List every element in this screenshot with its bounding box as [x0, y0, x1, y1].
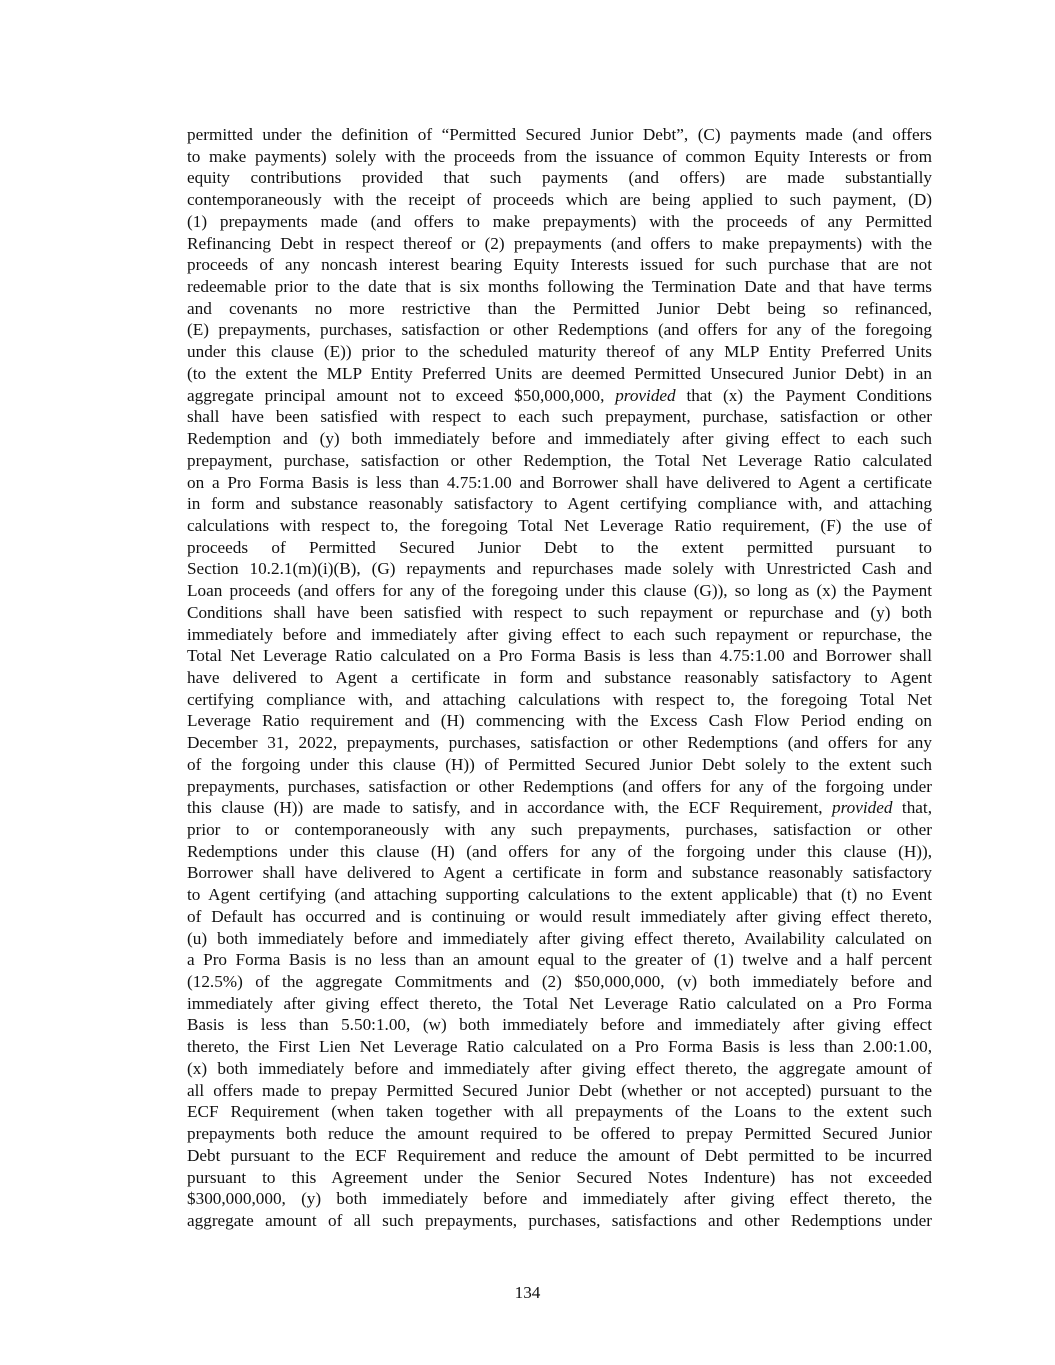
body-line: equity contributions provided that such payments (and offers) are made substantially: [187, 168, 932, 188]
line-text: aggregate principal amount not to exceed $50,000,000,: [187, 385, 616, 405]
body-line-with-italic: [187, 385, 932, 407]
body-line: (1) prepayments made (and offers to make prepayments) with the proceeds of any Permitted: [187, 211, 932, 231]
body-line: contemporaneously with the receipt of proceeds which are being applied to such payment, (D): [187, 190, 932, 210]
body-line: prepayments both reduce the amount required to be offered to prepay Permitted Secured Junior: [187, 1124, 932, 1144]
body-line: permitted under the definition of “Permitted Secured Junior Debt”, (C) payments made (and offers: [187, 125, 932, 144]
body-line: in form and substance reasonably satisfactory to Agent certifying compliance with, and attaching: [187, 494, 932, 514]
body-line: (to the extent the MLP Entity Preferred Units are deemed Permitted Unsecured Junior Debt) in an: [187, 363, 932, 383]
body-line: Redemptions under this clause (H) (and offers for any of the forgoing under this clause (H)),: [187, 841, 932, 861]
body-line: proceeds of Permitted Secured Junior Debt to the extent permitted pursuant to: [187, 537, 932, 557]
body-line: all offers made to prepay Permitted Secured Junior Debt (whether or not accepted) pursuant to the: [187, 1080, 932, 1100]
body-line: to make payments) solely with the proceeds from the issuance of common Equity Interests or from: [187, 146, 932, 166]
body-line: Debt pursuant to the ECF Requirement and reduce the amount of Debt permitted to be incurred: [187, 1145, 932, 1165]
body-line: December 31, 2022, prepayments, purchases, satisfaction or other Redemptions (and offers for any: [187, 733, 932, 753]
body-line: and covenants no more restrictive than the Permitted Junior Debt being so refinanced,: [187, 298, 932, 318]
line-text: this clause (H)) are made to satisfy, and in accordance with, the ECF Requirement,: [187, 798, 833, 818]
body-line: prior to or contemporaneously with any such prepayments, purchases, satisfaction or other: [187, 820, 932, 839]
body-line: pursuant to this Agreement under the Senior Secured Notes Indenture) has not exceeded: [187, 1167, 932, 1187]
body-line: Basis is less than 5.50:1.00, (w) both immediately before and immediately after giving effect: [187, 1015, 932, 1035]
page-number: 134: [514, 1283, 541, 1302]
line-text-tail: that,: [892, 798, 932, 818]
body-line: Section 10.2.1(m)(i)(B), (G) repayments and repurchases made solely with Unrestricted Cash and: [187, 559, 932, 579]
body-line: on a Pro Forma Basis is less than 4.75:1.00 and Borrower shall have delivered to Agent a certificate: [187, 472, 932, 492]
body-line: shall have been satisfied with respect to each such prepayment, purchase, satisfaction or other: [187, 407, 932, 427]
body-line: prepayments, purchases, satisfaction or other Redemptions (and offers for any of the forgoing under: [187, 776, 932, 796]
body-line: proceeds of any noncash interest bearing Equity Interests issued for such purchase that are not: [187, 255, 932, 275]
line-text-tail: that (x) the Payment Conditions: [675, 385, 932, 405]
body-line: to Agent certifying (and attaching supporting calculations to the extent applicable) that (t) no Event: [187, 885, 932, 905]
body-line: prepayment, purchase, satisfaction or other Redemption, the Total Net Leverage Ratio calculated: [187, 450, 932, 470]
body-line: Leverage Ratio requirement and (H) commencing with the Excess Cash Flow Period ending on: [187, 711, 932, 731]
body-line: (x) both immediately before and immediately after giving effect thereto, the aggregate amount of: [187, 1058, 932, 1078]
body-line: Refinancing Debt in respect thereof or (2) prepayments (and offers to make prepayments) with the: [187, 233, 932, 253]
body-line: immediately after giving effect thereto, the Total Net Leverage Ratio calculated on a Pro Forma: [187, 993, 932, 1013]
body-line: calculations with respect to, the foregoing Total Net Leverage Ratio requirement, (F) the use of: [187, 515, 932, 535]
provided-italic: provided: [832, 798, 893, 818]
body-line: a Pro Forma Basis is no less than an amount equal to the greater of (1) twelve and a half percent: [187, 950, 932, 970]
body-line: Loan proceeds (and offers for any of the foregoing under this clause (G)), so long as (x) the Payment: [187, 581, 932, 601]
body-line: $300,000,000, (y) both immediately before and immediately after giving effect thereto, the: [187, 1189, 932, 1209]
body-line: Total Net Leverage Ratio calculated on a Pro Forma Basis is less than 4.75:1.00 and Borrower shall: [187, 646, 932, 666]
body-line: Conditions shall have been satisfied with respect to such repayment or repurchase and (y) both: [187, 602, 932, 622]
document-body: [187, 124, 932, 1232]
body-line: (12.5%) of the aggregate Commitments and (2) $50,000,000, (v) both immediately before and: [187, 972, 932, 992]
body-line-with-italic: [187, 797, 932, 819]
body-line: Borrower shall have delivered to Agent a certificate in form and substance reasonably satisfactory: [187, 863, 932, 883]
body-line: (u) both immediately before and immediately after giving effect thereto, Availability calculated on: [187, 928, 932, 948]
body-line: certifying compliance with, and attaching calculations with respect to, the foregoing Total Net: [187, 689, 932, 709]
body-line: Redemption and (y) both immediately before and immediately after giving effect to each such: [187, 429, 932, 449]
body-line: under this clause (E)) prior to the scheduled maturity thereof of any MLP Entity Preferred Units: [187, 342, 932, 362]
body-line: have delivered to Agent a certificate in form and substance reasonably satisfactory to Agent: [187, 667, 932, 687]
body-line: (E) prepayments, purchases, satisfaction or other Redemptions (and offers for any of the foregoing: [187, 320, 932, 340]
body-line: thereto, the First Lien Net Leverage Ratio calculated on a Pro Forma Basis is less than 2.00:1.00,: [187, 1037, 932, 1057]
body-line: ECF Requirement (when taken together with all prepayments of the Loans to the extent such: [187, 1102, 932, 1122]
body-line: immediately before and immediately after giving effect to each such repayment or repurchase, the: [187, 624, 932, 644]
body-line: of Default has occurred and is continuing or would result immediately after giving effect thereto,: [187, 906, 932, 926]
body-line: aggregate amount of all such prepayments, purchases, satisfactions and other Redemptions under: [187, 1210, 932, 1230]
provided-italic: provided: [615, 385, 676, 405]
body-line: of the forgoing under this clause (H)) of Permitted Secured Junior Debt solely to the extent such: [187, 754, 932, 774]
body-line: redeemable prior to the date that is six months following the Termination Date and that have terms: [187, 277, 932, 297]
